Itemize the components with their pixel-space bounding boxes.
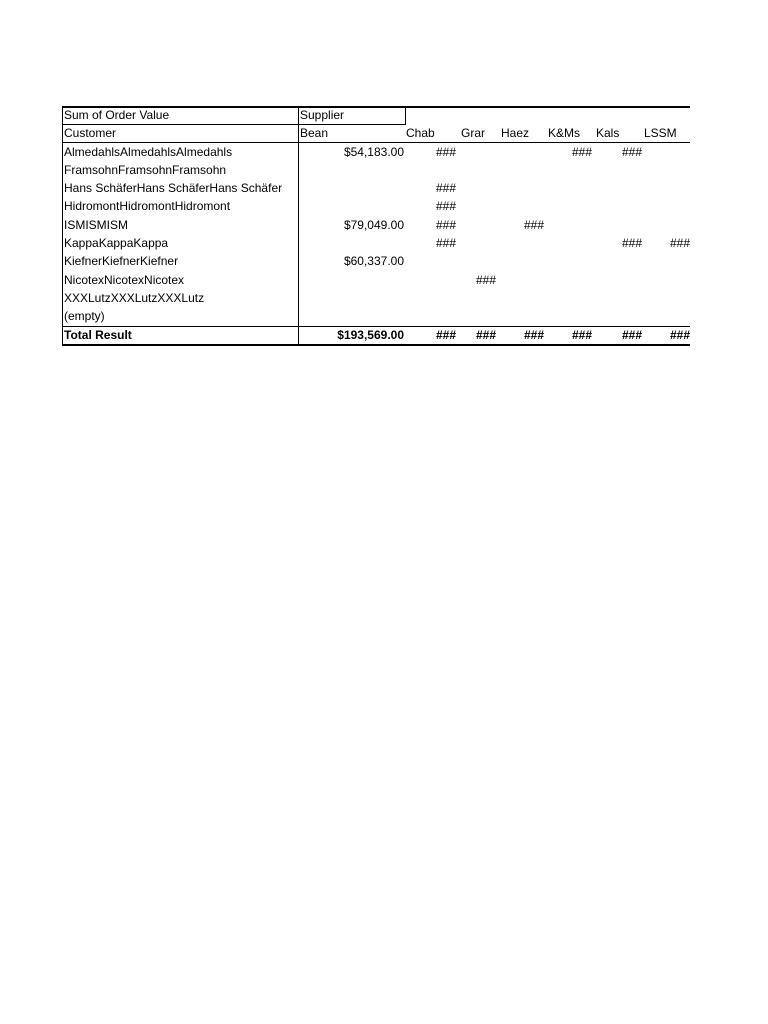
value-cell-kms[interactable] [546,179,592,197]
customer-name[interactable]: AlmedahlsAlmedahlsAlmedahls [64,144,233,159]
value-cell-grar[interactable] [458,252,496,270]
value-cell-kms[interactable] [546,271,592,289]
table-row [62,252,690,270]
value-cell-haez[interactable] [498,307,544,325]
supplier-header-bean[interactable]: Bean [300,126,329,141]
value-cell-grar[interactable] [458,307,496,325]
total-grar[interactable]: ### [475,327,496,342]
value-cell-haez[interactable] [498,179,544,197]
value-cell-bean[interactable] [300,289,404,307]
value-cell-kals[interactable] [594,271,642,289]
value-cell-bean[interactable]: $60,337.00 [343,254,404,269]
value-cell-haez[interactable] [498,161,544,179]
value-cell-lssm[interactable] [644,252,690,270]
value-cell-lssm[interactable] [644,307,690,325]
value-cell-kms[interactable] [546,161,592,179]
value-cell-chab[interactable] [406,252,456,270]
value-cell-kms[interactable]: ### [571,144,592,159]
customer-name[interactable]: ISMISMISM [64,217,129,232]
value-cell-lssm[interactable] [644,143,690,161]
value-cell-kals[interactable] [594,252,642,270]
value-cell-grar[interactable]: ### [475,272,496,287]
value-cell-lssm[interactable] [644,271,690,289]
total-kals[interactable]: ### [621,327,642,342]
value-cell-kals[interactable] [594,289,642,307]
table-row [62,216,690,234]
row-field-label[interactable]: Customer [64,126,117,141]
total-label[interactable]: Total Result [64,327,132,342]
supplier-header-kals[interactable]: Kals [596,126,620,141]
value-cell-kals[interactable] [594,197,642,215]
value-cell-grar[interactable] [458,216,496,234]
value-cell-grar[interactable] [458,234,496,252]
bottom-border [62,344,690,346]
value-cell-kms[interactable] [546,289,592,307]
pivot-header-row [62,106,690,124]
total-row [62,326,690,344]
customer-name[interactable]: NicotexNicotexNicotex [64,272,185,287]
total-chab[interactable]: ### [435,327,456,342]
top-border [62,106,690,108]
value-cell-kms[interactable] [546,252,592,270]
value-cell-kals[interactable] [594,161,642,179]
customer-name[interactable]: FramsohnFramsohnFramsohn [64,162,227,177]
total-top-border [62,326,690,327]
column-field-label[interactable]: Supplier [300,108,345,122]
table-row [62,161,690,179]
value-cell-bean[interactable] [300,197,404,215]
value-cell-bean[interactable] [300,161,404,179]
header-divider [62,124,405,125]
value-cell-kals[interactable]: ### [621,144,642,159]
table-row [62,271,690,289]
value-cell-bean[interactable]: $54,183.00 [343,144,404,159]
customer-name[interactable]: Hans SchäferHans SchäferHans Schäfer [64,181,283,196]
value-cell-haez[interactable] [498,252,544,270]
total-haez[interactable]: ### [523,327,544,342]
value-cell-kals[interactable] [594,307,642,325]
value-cell-grar[interactable] [458,179,496,197]
supplier-header-row [62,124,690,142]
table-row [62,197,690,215]
table-row [62,307,690,325]
value-cell-haez[interactable] [498,197,544,215]
customer-name[interactable]: (empty) [64,309,105,324]
value-cell-chab[interactable] [406,307,456,325]
value-cell-bean[interactable] [300,307,404,325]
value-cell-grar[interactable] [458,289,496,307]
value-cell-bean[interactable] [300,271,404,289]
value-cell-chab[interactable]: ### [435,144,456,159]
value-cell-chab[interactable] [406,161,456,179]
value-cell-haez[interactable] [498,271,544,289]
value-cell-lssm[interactable]: ### [669,236,690,251]
table-row [62,179,690,197]
value-cell-bean[interactable] [300,179,404,197]
data-rows [62,143,690,326]
value-cell-lssm[interactable] [644,289,690,307]
value-cell-kms[interactable] [546,307,592,325]
value-cell-lssm[interactable] [644,179,690,197]
total-bean[interactable]: $193,569.00 [337,327,404,342]
data-field-label[interactable]: Sum of Order Value [64,108,170,122]
supplier-header-kms[interactable]: K&Ms [548,126,581,141]
value-cell-grar[interactable] [458,161,496,179]
value-cell-haez[interactable] [498,234,544,252]
value-cell-bean[interactable]: $79,049.00 [343,217,404,232]
value-cell-kms[interactable] [546,197,592,215]
value-cell-haez[interactable] [498,289,544,307]
customer-name[interactable]: HidromontHidromontHidromont [64,199,231,214]
value-cell-kals[interactable] [594,216,642,234]
customer-name[interactable]: XXXLutzXXXLutzXXXLutz [64,290,205,305]
value-cell-kals[interactable]: ### [621,236,642,251]
value-cell-chab[interactable]: ### [435,199,456,214]
value-cell-lssm[interactable] [644,216,690,234]
left-border [62,106,63,346]
value-cell-chab[interactable]: ### [435,217,456,232]
value-cell-grar[interactable] [458,197,496,215]
table-row [62,234,690,252]
table-row [62,143,690,161]
value-cell-chab[interactable]: ### [435,236,456,251]
supplier-header-lssm[interactable]: LSSM [644,126,677,141]
value-cell-bean[interactable] [300,234,404,252]
value-cell-kms[interactable] [546,216,592,234]
value-cell-lssm[interactable] [644,197,690,215]
value-cell-haez[interactable]: ### [523,217,544,232]
total-lssm[interactable]: ### [669,327,690,342]
pivot-table [62,106,690,344]
supplier-header-grar[interactable]: Grar [461,126,485,141]
value-cell-grar[interactable] [458,143,496,161]
column-header-divider [62,142,690,143]
supplier-header-haez[interactable]: Haez [501,126,530,141]
value-cell-kals[interactable] [594,179,642,197]
value-cell-haez[interactable] [498,143,544,161]
value-cell-chab[interactable] [406,271,456,289]
table-row [62,289,690,307]
customer-name[interactable]: KappaKappaKappa [64,236,169,251]
value-cell-kms[interactable] [546,234,592,252]
total-kms[interactable]: ### [571,327,592,342]
value-cell-lssm[interactable] [644,161,690,179]
supplier-field-divider [405,106,406,125]
value-cell-chab[interactable]: ### [435,181,456,196]
customer-name[interactable]: KiefnerKiefnerKiefner [64,254,179,269]
row-field-divider [298,106,299,346]
value-cell-chab[interactable] [406,289,456,307]
supplier-header-chab[interactable]: Chab [406,126,435,141]
